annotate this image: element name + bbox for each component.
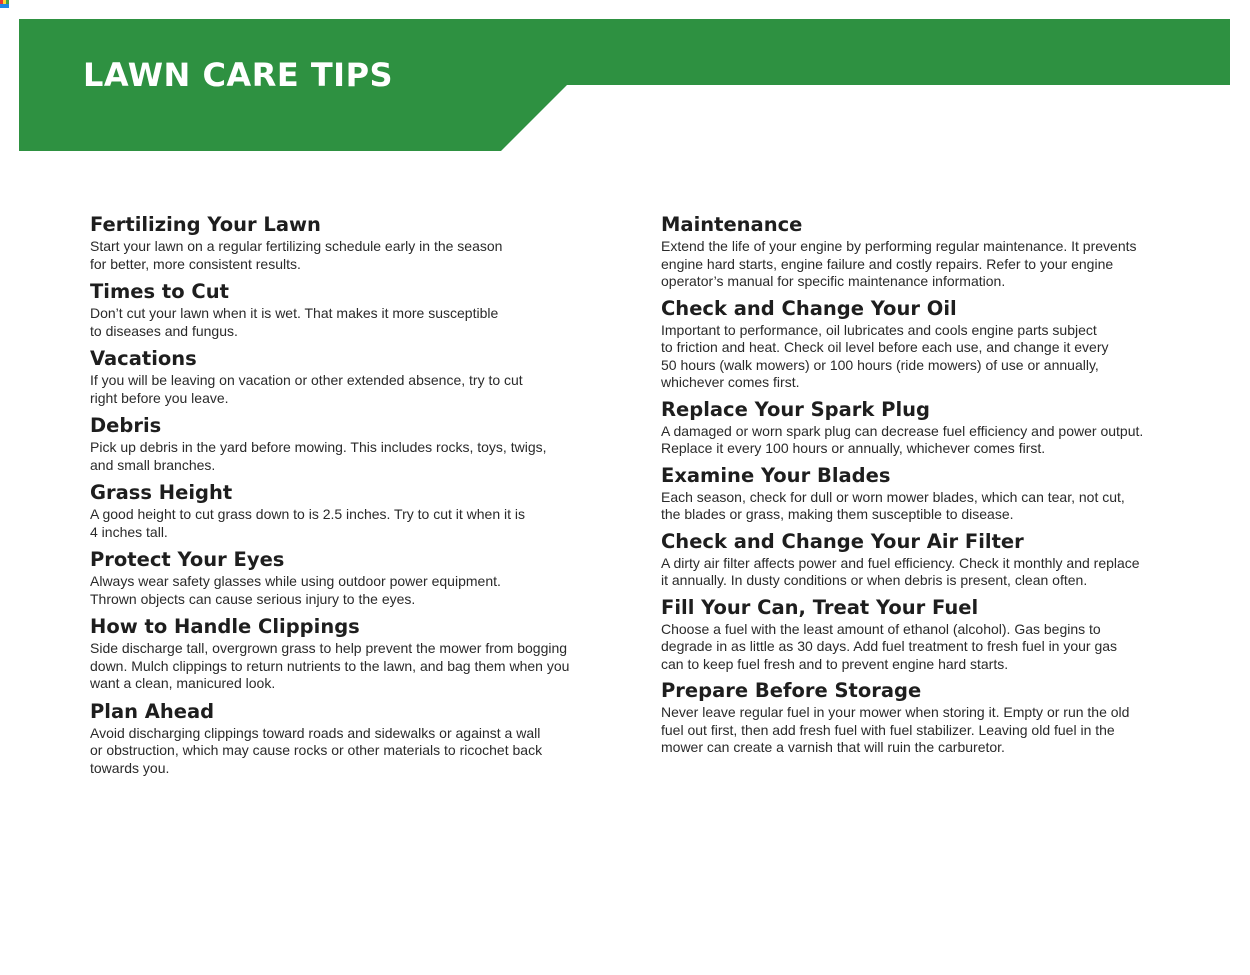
tip-heading: Fill Your Can, Treat Your Fuel	[661, 595, 979, 619]
left-column	[90, 211, 600, 782]
tip-heading: Times to Cut	[90, 280, 229, 303]
tip-line: Start your lawn on a regular fertilizing schedule early in the season	[90, 238, 503, 254]
tip-times-to-cut	[90, 278, 600, 340]
tip-clippings	[90, 613, 600, 693]
tip-body	[90, 305, 600, 340]
tip-heading: Debris	[90, 414, 162, 437]
tip-line: can to keep fuel fresh and to prevent engine hard starts.	[661, 655, 1009, 672]
tip-line: Each season, check for dull or worn mower blades, which can tear, not cut,	[661, 488, 1125, 505]
tip-line: Never leave regular fuel in your mower when storing it. Empty or run the old	[661, 704, 1130, 720]
tip-heading: Protect Your Eyes	[90, 548, 285, 571]
tip-line: right before you leave.	[90, 389, 229, 406]
page-title: LAWN CARE TIPS	[83, 56, 394, 94]
tip-line: want a clean, manicured look.	[90, 675, 276, 691]
tip-line: Replace it every 100 hours or annually, whichever comes first.	[661, 440, 1046, 456]
tip-line: it annually. In dusty conditions or when debris is present, clean often.	[661, 572, 1088, 588]
tip-line: Pick up debris in the yard before mowing. This includes rocks, toys, twigs,	[90, 439, 547, 455]
tip-line: Important to performance, oil lubricates and cools engine parts subject	[661, 321, 1097, 338]
tip-line: and small branches.	[90, 456, 216, 473]
tip-blades	[661, 462, 1161, 524]
tip-line: whichever comes first.	[661, 374, 800, 390]
tip-line: towards you.	[90, 759, 170, 776]
corner-mark-icon	[0, 0, 9, 8]
tip-body	[90, 640, 600, 693]
tip-line: degrade in as little as 30 days. Add fuel treatment to fresh fuel in your gas	[661, 638, 1118, 654]
tip-heading: Check and Change Your Oil	[661, 296, 957, 320]
tip-body	[661, 555, 1161, 590]
tip-line: operator’s manual for specific maintenance information.	[661, 273, 1006, 289]
tip-line: If you will be leaving on vacation or other extended absence, try to cut	[90, 372, 523, 388]
tip-body	[90, 372, 600, 407]
tip-fuel	[661, 594, 1161, 674]
tip-line: Always wear safety glasses while using outdoor power equipment.	[90, 573, 501, 589]
tip-line: Thrown objects can cause serious injury to the eyes.	[90, 590, 416, 607]
tip-line: to diseases and fungus.	[90, 322, 238, 339]
tip-body	[90, 506, 600, 541]
tip-storage	[661, 677, 1161, 757]
tip-body	[661, 322, 1161, 392]
tip-body	[90, 725, 600, 778]
tip-line: Side discharge tall, overgrown grass to help prevent the mower from bogging	[90, 640, 568, 656]
tip-heading: Examine Your Blades	[661, 463, 891, 487]
tip-line: engine hard starts, engine failure and costly repairs. Refer to your engine	[661, 255, 1114, 272]
tip-heading: Replace Your Spark Plug	[661, 397, 930, 421]
tip-line: 4 inches tall.	[90, 523, 168, 540]
tip-protect-eyes	[90, 546, 600, 608]
tip-vacations	[90, 345, 600, 407]
tip-line: Avoid discharging clippings toward roads and sidewalks or against a wall	[90, 724, 541, 741]
tip-spark-plug	[661, 396, 1161, 458]
tip-body	[661, 621, 1161, 674]
tip-line: 50 hours (walk mowers) or 100 hours (ride mowers) of use or annually,	[661, 356, 1099, 373]
tip-line: A good height to cut grass down to is 2.5 inches. Try to cut it when it is	[90, 506, 526, 522]
tip-heading: Plan Ahead	[90, 699, 215, 723]
tip-heading: Check and Change Your Air Filter	[661, 529, 1024, 553]
tip-line: down. Mulch clippings to return nutrients to the lawn, and bag them when you	[90, 657, 570, 674]
tip-heading: Vacations	[90, 347, 197, 370]
tip-fertilizing	[90, 211, 600, 273]
tip-line: mower can create a varnish that will ruin the carburetor.	[661, 739, 1005, 755]
tip-heading: How to Handle Clippings	[90, 615, 360, 638]
tip-body	[90, 439, 600, 474]
tip-body	[661, 489, 1161, 524]
tip-heading: Fertilizing Your Lawn	[90, 213, 321, 236]
tip-line: fuel out first, then add fresh fuel with fuel stabilizer. Leaving old fuel in the	[661, 721, 1115, 738]
tip-body	[661, 423, 1161, 458]
tip-line: A dirty air filter affects power and fuel efficiency. Check it monthly and replace	[661, 554, 1140, 571]
right-column	[661, 211, 1161, 761]
tip-heading: Prepare Before Storage	[661, 679, 922, 702]
tip-body	[661, 238, 1161, 291]
tip-air-filter	[661, 528, 1161, 590]
tip-plan-ahead	[90, 698, 600, 778]
tip-body	[90, 238, 600, 273]
tip-heading: Maintenance	[661, 213, 803, 236]
tip-body	[90, 573, 600, 608]
tip-line: Extend the life of your engine by performing regular maintenance. It prevents	[661, 238, 1137, 254]
tip-debris	[90, 412, 600, 474]
tip-line: for better, more consistent results.	[90, 255, 301, 272]
tip-line: A damaged or worn spark plug can decrease fuel efficiency and power output.	[661, 422, 1144, 439]
header-banner	[0, 0, 1250, 160]
tip-grass-height	[90, 479, 600, 541]
tip-line: Don’t cut your lawn when it is wet. That makes it more susceptible	[90, 305, 499, 321]
tip-line: or obstruction, which may cause rocks or other materials to ricochet back	[90, 742, 543, 758]
tip-body	[661, 704, 1161, 757]
tip-line: Choose a fuel with the least amount of ethanol (alcohol). Gas begins to	[661, 620, 1101, 637]
tip-line: the blades or grass, making them susceptible to disease.	[661, 506, 1014, 522]
tip-oil	[661, 295, 1161, 392]
tip-maintenance	[661, 211, 1161, 291]
tip-heading: Grass Height	[90, 481, 233, 504]
tip-line: to friction and heat. Check oil level before each use, and change it every	[661, 339, 1109, 355]
